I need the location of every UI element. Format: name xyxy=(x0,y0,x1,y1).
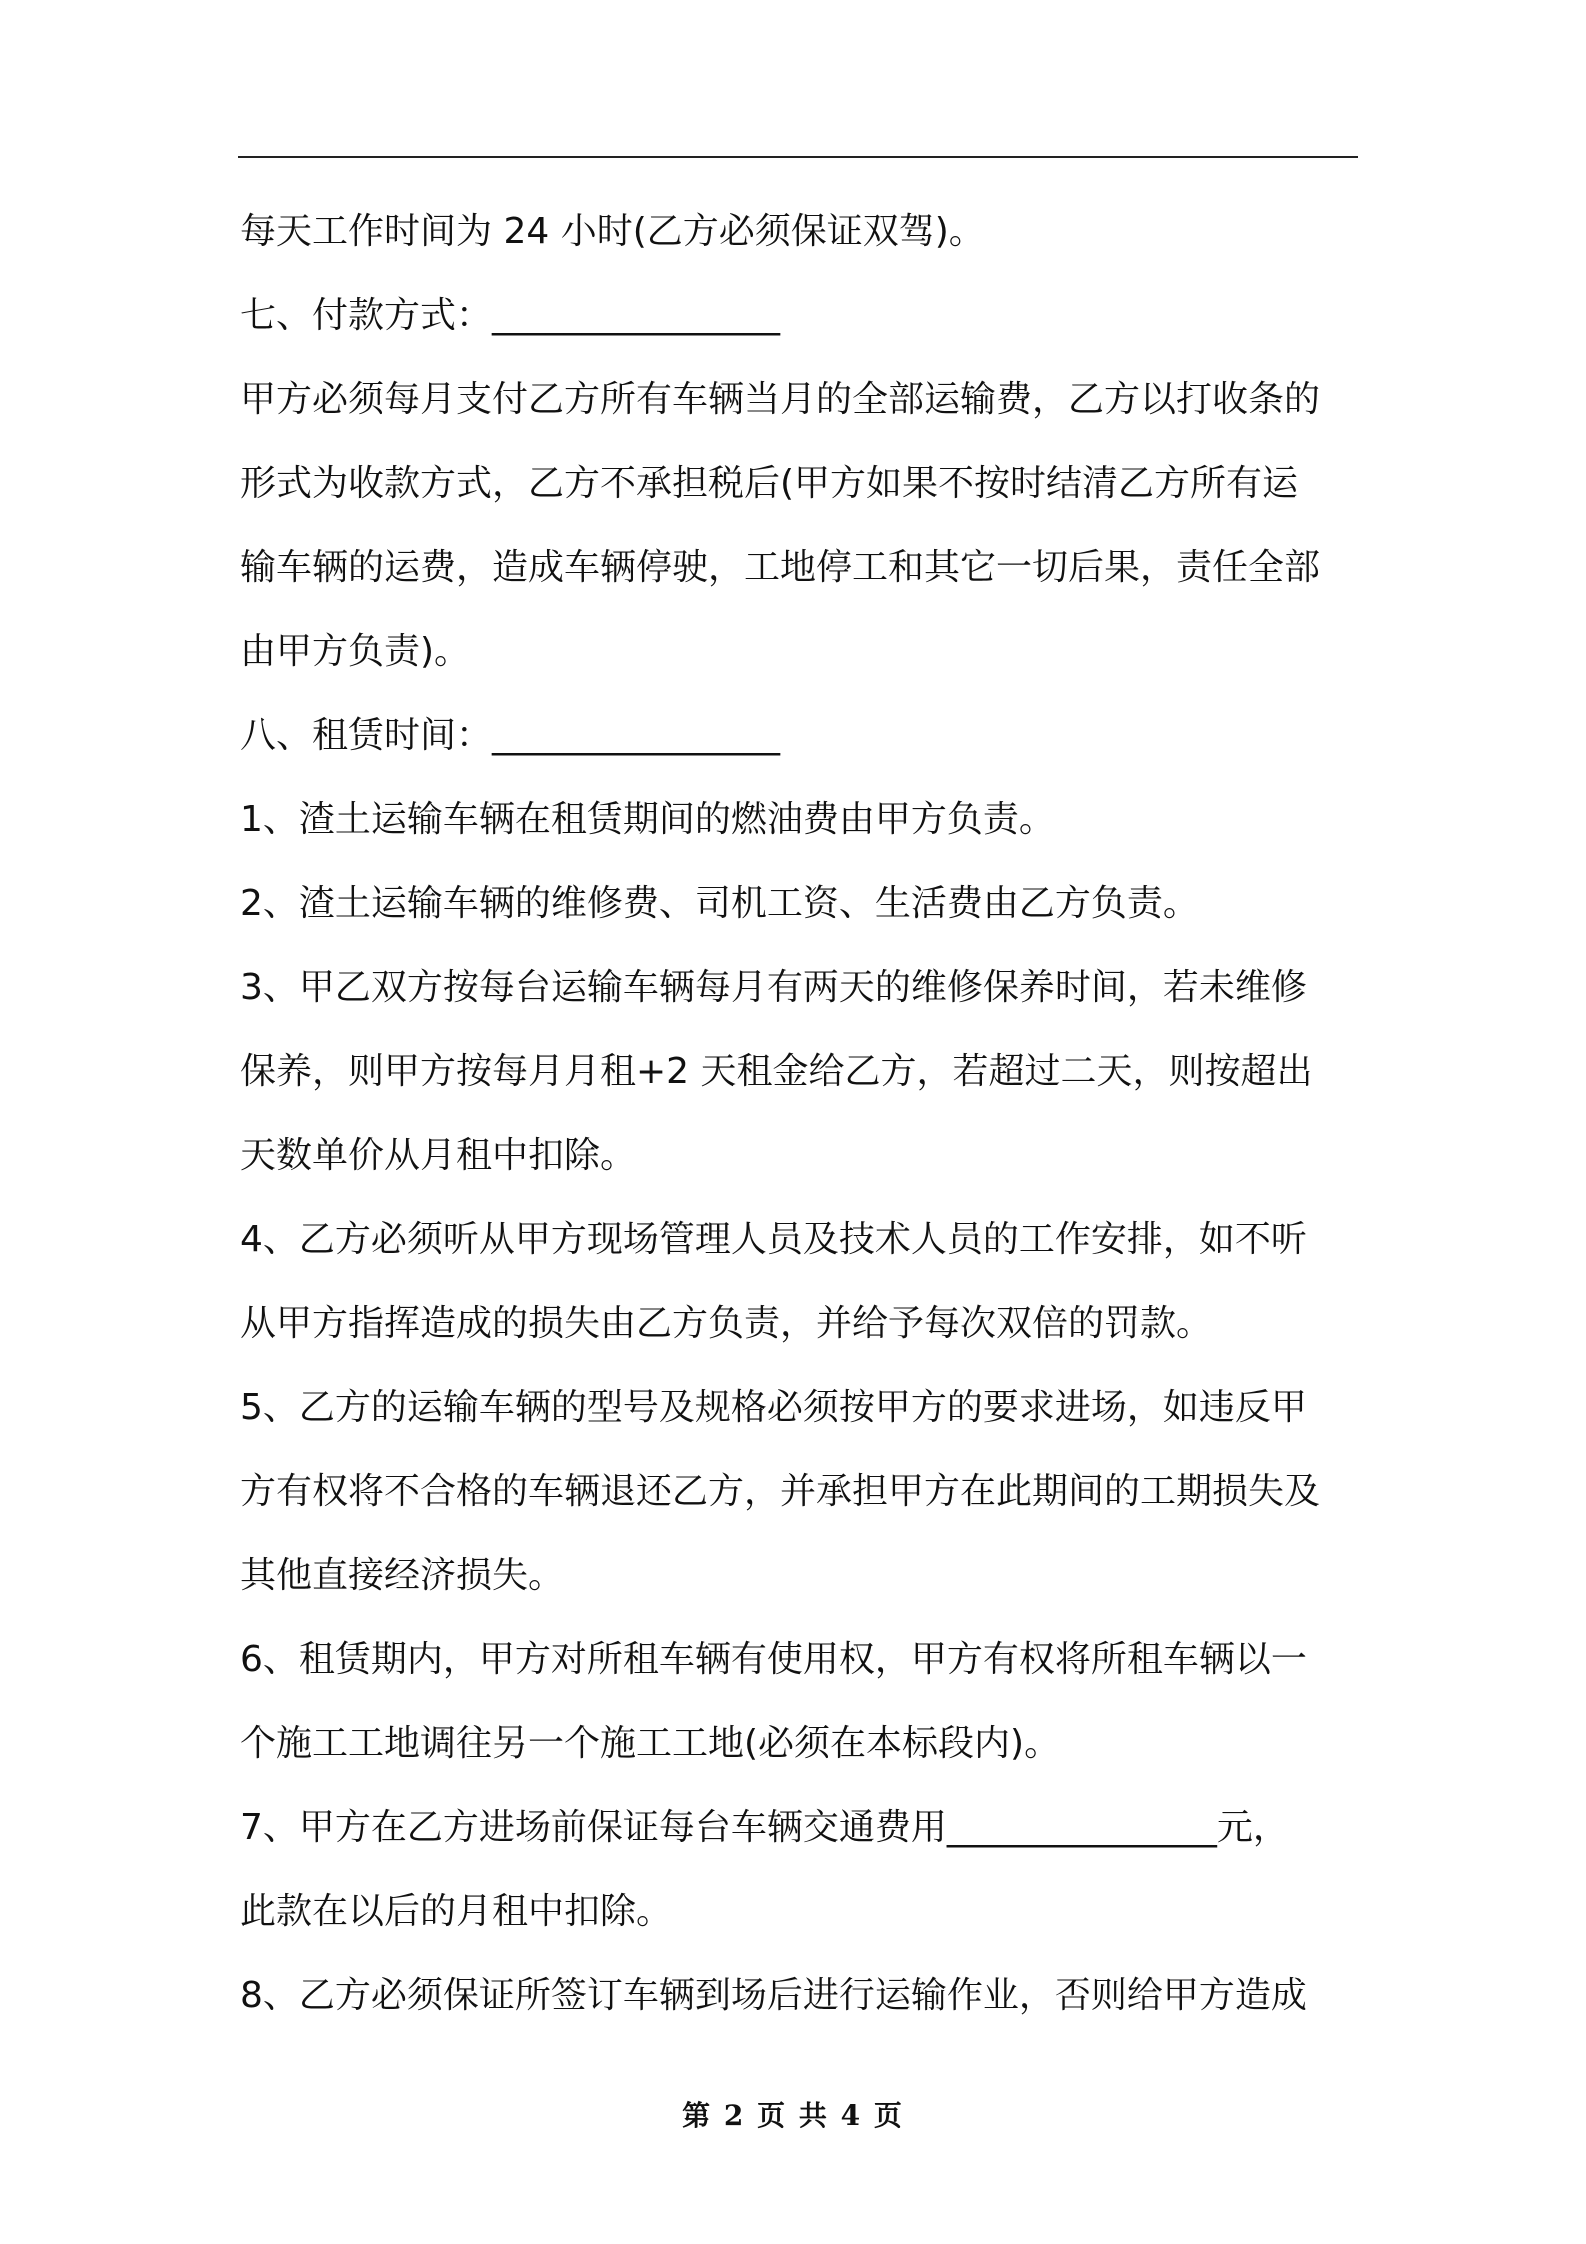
text-line: 6、租赁期内，甲方对所租车辆有使用权，甲方有权将所租车辆以一 xyxy=(240,1639,1307,1680)
text-line: 每天工作时间为 24 小时(乙方必须保证双驾)。 xyxy=(240,211,985,252)
text-line: 由甲方负责)。 xyxy=(240,631,471,672)
text-line: 8、乙方必须保证所签订车辆到场后进行运输作业，否则给甲方造成 xyxy=(240,1975,1307,2016)
document-body xyxy=(240,190,1360,2038)
text-line: 甲方必须每月支付乙方所有车辆当月的全部运输费，乙方以打收条的 xyxy=(240,379,1321,420)
text-line: 保养，则甲方按每月月租+2 天租金给乙方，若超过二天，则按超出 xyxy=(240,1051,1313,1092)
text-line: 此款在以后的月租中扣除。 xyxy=(240,1891,673,1932)
text-line: 个施工工地调往另一个施工工地(必须在本标段内)。 xyxy=(240,1723,1061,1764)
text-line: 天数单价从月租中扣除。 xyxy=(240,1135,637,1176)
header-rule xyxy=(238,156,1358,158)
text-line: 形式为收款方式，乙方不承担税后(甲方如果不按时结清乙方所有运 xyxy=(240,463,1299,504)
text-line: 方有权将不合格的车辆退还乙方，并承担甲方在此期间的工期损失及 xyxy=(240,1471,1321,1512)
text-line: 七、付款方式：________________ xyxy=(240,295,781,336)
text-line: 其他直接经济损失。 xyxy=(240,1555,565,1596)
text-line: 4、乙方必须听从甲方现场管理人员及技术人员的工作安排，如不听 xyxy=(240,1219,1307,1260)
text-line: 从甲方指挥造成的损失由乙方负责，并给予每次双倍的罚款。 xyxy=(240,1303,1213,1344)
text-line: 3、甲乙双方按每台运输车辆每月有两天的维修保养时间，若未维修 xyxy=(240,967,1307,1008)
text-line: 5、乙方的运输车辆的型号及规格必须按甲方的要求进场，如违反甲 xyxy=(240,1387,1307,1428)
text-line: 1、渣土运输车辆在租赁期间的燃油费由甲方负责。 xyxy=(240,799,1055,840)
text-line: 2、渣土运输车辆的维修费、司机工资、生活费由乙方负责。 xyxy=(240,883,1199,924)
page-number: 第 2 页 共 4 页 xyxy=(682,2099,904,2132)
text-line: 输车辆的运费，造成车辆停驶，工地停工和其它一切后果，责任全部 xyxy=(240,547,1321,588)
text-line: 八、租赁时间：________________ xyxy=(240,715,781,756)
text-line: 7、甲方在乙方进场前保证每台车辆交通费用_______________元， xyxy=(240,1807,1289,1848)
